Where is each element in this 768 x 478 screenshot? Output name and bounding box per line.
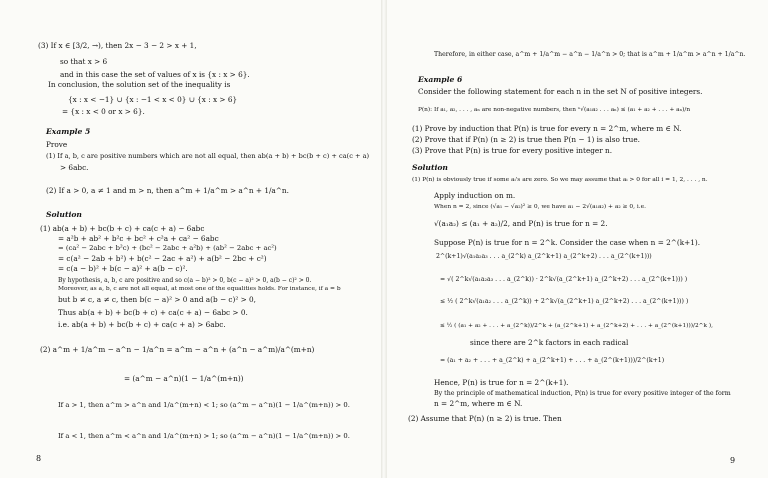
text-line: n = 2^m, where m ∈ N. <box>434 399 523 408</box>
text-line: (2) Assume that P(n) (n ≥ 2) is true. Then <box>408 414 562 423</box>
solution-heading: Solution <box>46 210 82 219</box>
text-line: Apply induction on m. <box>434 191 516 200</box>
text-line: (3) If x ∈ [3/2, →), then 2x − 3 − 2 > x + 1, <box>38 41 197 50</box>
text-line: (1) If a, b, c are positive numbers which are not all equal, then ab(a + b) + bc(b + c) + ca(c + a) <box>46 152 370 160</box>
text-line: By the principle of mathematical induction, P(n) is true for every positive integer of the form <box>434 390 731 397</box>
text-line: Moreover, as a, b, c are not all equal, at most one of the equalities holds. For instance, if a = b <box>58 286 341 292</box>
text-line: (3) Prove that P(n) is true for every positive integer n. <box>412 146 613 155</box>
text-line: and in this case the set of values of x is {x : x > 6}. <box>60 70 250 79</box>
text-line: > 6abc. <box>60 163 89 172</box>
text-line: √(a₁a₂) ≤ (a₁ + a₂)/2, and P(n) is true for n = 2. <box>434 219 608 228</box>
text-line: In conclusion, the solution set of the inequality is <box>48 80 231 89</box>
text-line: (1) ab(a + b) + bc(b + c) + ca(c + a) − 6abc <box>40 224 205 233</box>
text-line: P(n): If a₁, a₂, . . . , aₙ are non-negative numbers, then ⁿ√(a₁a₂ . . . aₙ) ≤ (a₁ + a₂ + . . . + aₙ)/n <box>418 107 691 113</box>
text-line: (2) If a > 0, a ≠ 1 and m > n, then a^m + 1/a^m > a^n + 1/a^n. <box>46 186 289 195</box>
text-line: = {x : x < 0 or x > 6}. <box>62 107 145 116</box>
text-line: = (ca² − 2abc + b²c) + (bc² − 2abc + a²b) + (ab² − 2abc + ac²) <box>58 244 277 252</box>
text-line: (2) Prove that if P(n) (n ≥ 2) is true then P(n − 1) is also true. <box>412 135 640 144</box>
text-line: (2) a^m + 1/a^m − a^n − 1/a^n = a^m − a^n + (a^n − a^m)/a^(m+n) <box>40 345 315 354</box>
text-line: = a²b + ab² + b²c + bc² + c²a + ca² − 6abc <box>58 234 219 243</box>
math-line: = (a₁ + a₂ + . . . + a_(2^k) + a_(2^k+1) + . . . + a_(2^(k+1)))/2^(k+1) <box>440 357 665 364</box>
solution-heading: Solution <box>412 163 448 172</box>
text-line: Prove <box>46 140 68 149</box>
page-number: 8 <box>36 454 42 463</box>
math-line: ≤ ½ ( 2^k√(a₁a₂ . . . a_(2^k)) + 2^k√(a_(2^k+1) a_(2^k+2) . . . a_(2^(k+1))) ) <box>440 298 689 305</box>
text-line: Thus ab(a + b) + bc(b + c) + ca(c + a) − 6abc > 0. <box>58 308 248 317</box>
text-line: = (a^m − a^n)(1 − 1/a^(m+n)) <box>124 374 244 383</box>
text-line: so that x > 6 <box>60 57 108 66</box>
text-line: Consider the following statement for each n in the set N of positive integers. <box>418 87 703 96</box>
text-line: Suppose P(n) is true for n = 2^k. Consider the case when n = 2^(k+1). <box>434 238 701 247</box>
math-line: 2^(k+1)√(a₁a₂a₃ . . . a_(2^k) a_(2^k+1) a_(2^k+2) . . . a_(2^(k+1))) <box>436 253 652 260</box>
text-line: By hypothesis, a, b, c are positive and so c(a − b)² > 0, b(c − a)² > 0, a(b − c)² > 0. <box>58 277 312 284</box>
math-line: = √( 2^k√(a₁a₂a₃ . . . a_(2^k)) · 2^k√(a_(2^k+1) a_(2^k+2) . . . a_(2^(k+1))) ) <box>440 276 688 283</box>
example-heading: Example 5 <box>46 127 91 136</box>
text-line: (1) Prove by induction that P(n) is true for every n = 2^m, where m ∈ N. <box>412 124 682 133</box>
text-line: When n = 2, since (√a₁ − √a₂)² ≥ 0, we have a₁ − 2√(a₁a₂) + a₂ ≥ 0, i.e. <box>434 204 647 210</box>
text-line: = c(a² − 2ab + b²) + b(c² − 2ac + a²) + a(b² − 2bc + c²) <box>58 254 267 263</box>
text-line: (1) P(n) is obviously true if some aᵢ's are zero. So we may assume that aᵢ > 0 for all i = 1, 2, . . . , n. <box>412 177 708 183</box>
text-line: = c(a − b)² + b(c − a)² + a(b − c)². <box>58 264 188 273</box>
page-number: 9 <box>730 456 736 465</box>
text-line: since there are 2^k factors in each radical <box>470 338 629 347</box>
text-line: i.e. ab(a + b) + bc(b + c) + ca(c + a) > 6abc. <box>58 320 226 329</box>
text-line: Hence, P(n) is true for n = 2^(k+1). <box>434 378 569 387</box>
text-line: Therefore, in either case, a^m + 1/a^m − a^n − 1/a^n > 0; that is a^m + 1/a^m > a^n + 1/a^n. <box>434 51 746 58</box>
example-heading: Example 6 <box>418 75 463 84</box>
text-line: but b ≠ c, a ≠ c, then b(c − a)² > 0 and a(b − c)² > 0, <box>58 295 256 304</box>
text-line: If a < 1, then a^m < a^n and 1/a^(m+n) > 1; so (a^m − a^n)(1 − 1/a^(m+n)) > 0. <box>58 432 350 440</box>
text-line: {x : x < −1} ∪ {x : −1 < x < 0} ∪ {x : x > 6} <box>68 95 238 104</box>
right-page <box>384 0 768 478</box>
math-line: ≤ ½ ( (a₁ + a₂ + . . . + a_(2^k))/2^k + (a_(2^k+1) + a_(2^k+2) + . . . + a_(2^(k+1)))/2^k ), <box>440 323 713 329</box>
text-line: If a > 1, then a^m > a^n and 1/a^(m+n) < 1; so (a^m − a^n)(1 − 1/a^(m+n)) > 0. <box>58 401 350 409</box>
